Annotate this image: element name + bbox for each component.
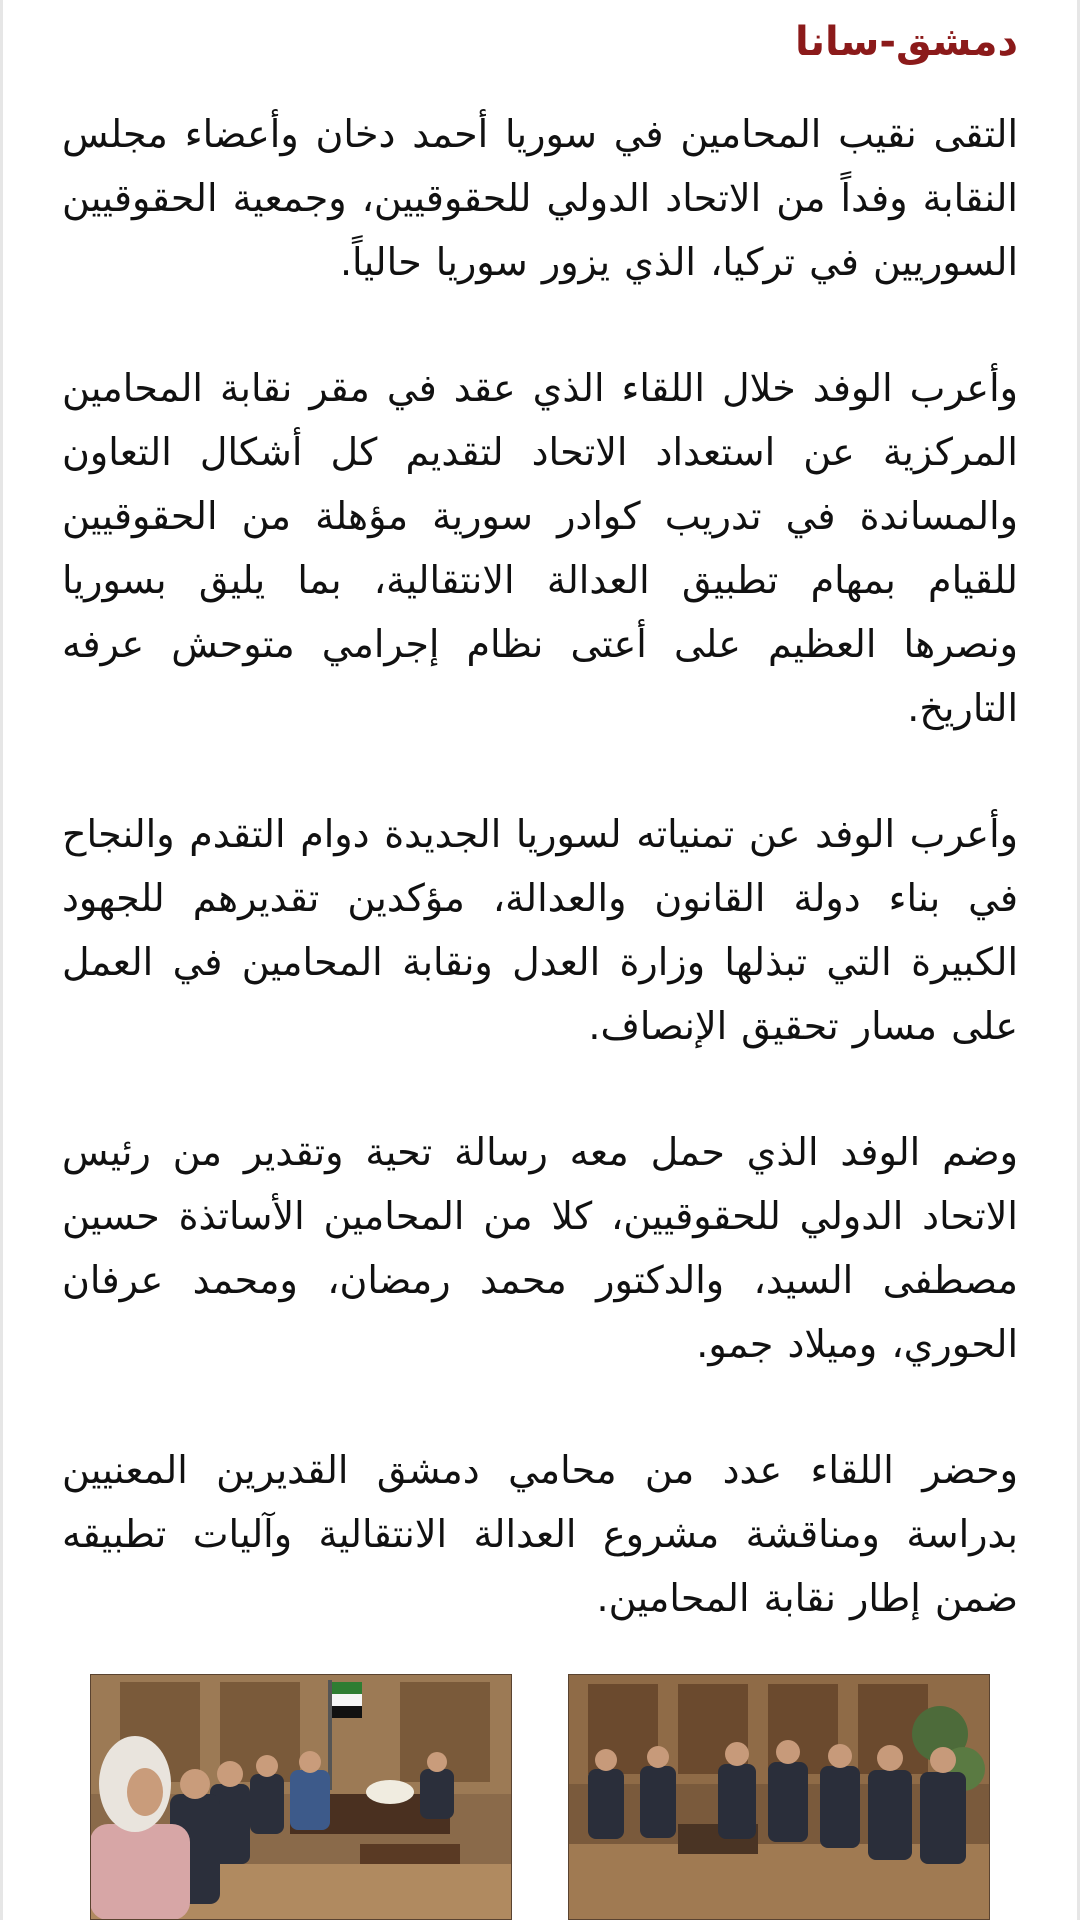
article-body: [62, 12, 1018, 1692]
meeting-photo-delegation-image: [568, 1674, 990, 1920]
meeting-photo-delegation[interactable]: [568, 1674, 990, 1920]
article-paragraph-4: وضم الوفد الذي حمل معه رسالة تحية وتقدير من رئيس الاتحاد الدولي للحقوقيين، كلا من المحامين الأساتذة حسين مصطفى السيد، والدكتور محمد رمضان، ومحمد عرفان الحوري، وميلاد جمو.: [62, 1130, 1018, 1366]
article-paragraph-2: وأعرب الوفد خلال اللقاء الذي عقد في مقر نقابة المحامين المركزية عن استعداد الاتحاد لتقديم كل أشكال التعاون والمساندة في تدريب كوادر سورية مؤهلة من الحقوقيين للقيام بمهام تطبيق العدالة الانتقالية، بما يليق بسوريا ونصرها العظيم على أعتى نظام إجرامي متوحش عرفه التاريخ.: [62, 366, 1018, 730]
article-paragraph-1: التقى نقيب المحامين في سوريا أحمد دخان وأعضاء مجلس النقابة وفداً من الاتحاد الدولي للحقوقيين، وجمعية الحقوقيين السوريين في تركيا، الذي يزور سوريا حالياً.: [62, 112, 1018, 284]
article-paragraph-5: وحضر اللقاء عدد من محامي دمشق القديرين المعنيين بدراسة ومناقشة مشروع العدالة الانتقالية وآليات تطبيقه ضمن إطار نقابة المحامين.: [62, 1448, 1018, 1620]
photo-gallery: [90, 1674, 990, 1920]
article-dateline: دمشق-سانا: [794, 19, 1018, 65]
meeting-photo-attendees[interactable]: [90, 1674, 512, 1920]
article-paragraph-3: وأعرب الوفد عن تمنياته لسوريا الجديدة دوام التقدم والنجاح في بناء دولة القانون والعدالة، مؤكدين تقديرهم للجهود الكبيرة التي تبذلها وزارة العدل ونقابة المحامين في العمل على مسار تحقيق الإنصاف.: [62, 812, 1018, 1048]
meeting-photo-attendees-image: [90, 1674, 512, 1920]
page-edge-left: [0, 0, 3, 1920]
